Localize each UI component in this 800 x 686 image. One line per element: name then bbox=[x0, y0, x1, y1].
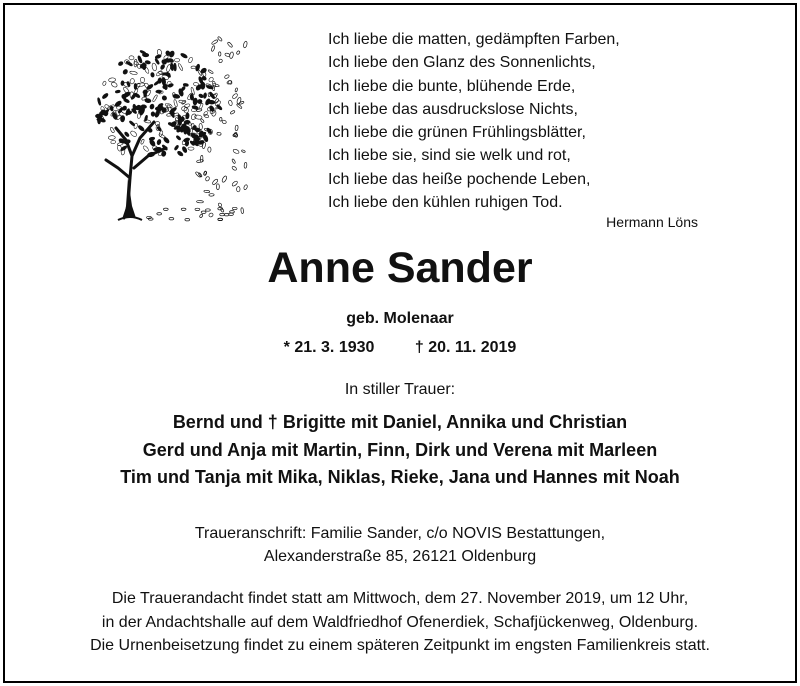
leaf bbox=[232, 207, 237, 209]
mourner-family: Gerd und Anja mit Martin, Finn, Dirk und Verena mit Marleen bbox=[142, 439, 658, 460]
leaf bbox=[236, 103, 242, 108]
leaf bbox=[102, 92, 109, 99]
leaf bbox=[177, 150, 184, 156]
leaf bbox=[195, 208, 200, 210]
leaf bbox=[231, 180, 238, 186]
leaf bbox=[203, 93, 207, 99]
leaf bbox=[151, 112, 155, 117]
poem-line: Ich liebe das ausdruckslose Nichts, bbox=[328, 100, 578, 118]
leaf bbox=[228, 100, 233, 106]
leaf bbox=[244, 162, 247, 168]
leaf bbox=[163, 136, 170, 144]
leaf bbox=[104, 104, 110, 110]
leaf bbox=[216, 104, 223, 111]
leaf bbox=[143, 145, 150, 152]
leaf bbox=[230, 211, 235, 213]
leaf bbox=[241, 208, 244, 214]
tree-icon bbox=[88, 28, 248, 224]
leaf bbox=[191, 66, 196, 69]
leaf bbox=[243, 184, 248, 190]
poem-line: Ich liebe den Glanz des Sonnenlichts, bbox=[328, 54, 596, 72]
leaf bbox=[204, 114, 209, 118]
leaf bbox=[208, 69, 214, 74]
leaf bbox=[147, 152, 155, 158]
leaf bbox=[239, 101, 244, 105]
leaf bbox=[209, 194, 214, 197]
leaf bbox=[182, 146, 188, 153]
leaf bbox=[160, 64, 166, 70]
leaf bbox=[120, 115, 125, 122]
leaf bbox=[216, 184, 219, 190]
leaf bbox=[224, 214, 229, 216]
leaf bbox=[121, 81, 125, 86]
leaf bbox=[149, 104, 154, 110]
leaf bbox=[159, 130, 164, 137]
leaf bbox=[129, 78, 135, 84]
leaf bbox=[236, 50, 240, 54]
leaf bbox=[144, 98, 151, 103]
leaf bbox=[137, 113, 142, 119]
deceased-name: Anne Sander bbox=[267, 244, 533, 292]
leaf bbox=[201, 82, 206, 89]
leaf bbox=[178, 63, 184, 71]
leaf bbox=[208, 147, 211, 152]
address-line: Traueranschrift: Familie Sander, c/o NOVIS Bestattungen, bbox=[194, 525, 606, 542]
leaf bbox=[169, 218, 174, 220]
leaf bbox=[137, 125, 145, 132]
leaf bbox=[233, 149, 240, 155]
leaf bbox=[205, 176, 210, 181]
leaf bbox=[110, 127, 115, 133]
leaf bbox=[185, 219, 190, 221]
poem bbox=[328, 28, 620, 214]
poem-line: Ich liebe die grünen Frühlingsblätter, bbox=[328, 124, 586, 142]
leaf bbox=[227, 42, 233, 48]
death-date: † 20. 11. 2019 bbox=[414, 339, 517, 356]
leaf bbox=[173, 94, 181, 99]
leaf bbox=[243, 41, 248, 48]
leaf bbox=[211, 39, 218, 45]
leaf bbox=[212, 178, 219, 185]
mourner-list bbox=[0, 409, 800, 492]
leaf bbox=[97, 97, 101, 105]
leaf bbox=[97, 118, 104, 121]
leaf bbox=[224, 74, 230, 79]
service-info bbox=[0, 587, 800, 658]
leaf bbox=[199, 123, 203, 129]
poem-line: Ich liebe die matten, gedämpften Farben, bbox=[328, 31, 620, 48]
leaf bbox=[150, 72, 154, 77]
leaf bbox=[140, 139, 144, 145]
leaf bbox=[219, 52, 221, 56]
leaf bbox=[215, 98, 220, 103]
poem-author: Hermann Löns bbox=[606, 214, 698, 230]
leaf bbox=[190, 113, 197, 120]
leaf bbox=[206, 209, 211, 211]
leaf bbox=[221, 175, 227, 183]
poem-line: Ich liebe sie, sind sie welk und rot, bbox=[328, 147, 571, 165]
leaf bbox=[213, 93, 218, 99]
leaf bbox=[218, 202, 223, 207]
leaf bbox=[235, 88, 238, 92]
leaf bbox=[197, 200, 204, 203]
leaf bbox=[156, 139, 161, 145]
leaf bbox=[220, 213, 225, 215]
leaf bbox=[144, 115, 148, 121]
leaf bbox=[188, 147, 194, 150]
leaf bbox=[166, 64, 171, 72]
leaf bbox=[229, 213, 234, 215]
leaf bbox=[176, 135, 182, 140]
leaf bbox=[117, 145, 122, 152]
leaf bbox=[241, 150, 245, 153]
leaf bbox=[181, 208, 186, 210]
leaf bbox=[231, 166, 237, 171]
leaf bbox=[134, 59, 138, 67]
leaf bbox=[161, 95, 167, 101]
leaf bbox=[204, 190, 210, 193]
leaf bbox=[115, 90, 120, 94]
leaf bbox=[152, 94, 158, 102]
leaf bbox=[230, 110, 235, 115]
leaf bbox=[118, 61, 124, 67]
leaf bbox=[155, 121, 160, 125]
leaf bbox=[184, 103, 191, 108]
leaf bbox=[220, 118, 222, 122]
leaf bbox=[102, 81, 106, 86]
leaf bbox=[232, 159, 236, 164]
poem-line: Ich liebe das heiße pochende Leben, bbox=[328, 170, 591, 188]
leaf bbox=[129, 71, 137, 76]
leaf bbox=[180, 53, 188, 59]
mourner-family: Tim und Tanja mit Mika, Niklas, Rieke, Jana und Hannes mit Noah bbox=[120, 467, 680, 487]
service-line: Die Trauerandacht findet statt am Mittwoch, dem 27. November 2019, um 12 Uhr, bbox=[111, 590, 689, 607]
poem-line: Ich liebe den kühlen ruhigen Tod. bbox=[328, 194, 563, 212]
leaf bbox=[157, 213, 162, 215]
life-dates bbox=[0, 339, 800, 357]
leaf bbox=[108, 78, 115, 83]
leaf bbox=[173, 63, 176, 71]
mourning-intro: In stiller Trauer: bbox=[344, 381, 456, 398]
leaf bbox=[207, 100, 215, 104]
leaf bbox=[232, 93, 239, 99]
address-line: Alexanderstraße 85, 26121 Oldenburg bbox=[263, 548, 537, 565]
leaf bbox=[123, 91, 131, 98]
leaf bbox=[151, 63, 157, 72]
leaf bbox=[188, 57, 193, 64]
birth-date: * 21. 3. 1930 bbox=[283, 339, 375, 356]
leaf bbox=[162, 77, 166, 85]
leaf bbox=[130, 130, 138, 138]
leaf bbox=[129, 56, 134, 60]
leaf bbox=[200, 118, 204, 123]
leaf bbox=[111, 81, 118, 88]
leaf bbox=[122, 69, 128, 75]
leaf bbox=[108, 135, 115, 139]
leaf bbox=[201, 211, 206, 213]
leaf bbox=[218, 58, 223, 63]
leaf bbox=[217, 132, 222, 135]
leaf bbox=[225, 53, 231, 57]
birth-name: geb. Molenaar bbox=[346, 310, 454, 327]
leaf bbox=[174, 145, 179, 151]
leaf bbox=[123, 98, 130, 103]
poem-line: Ich liebe die bunte, blühende Erde, bbox=[328, 77, 576, 95]
leaf bbox=[163, 208, 168, 210]
service-line: in der Andachtshalle auf dem Waldfriedhof Ofenerdiek, Schafjückenweg, Oldenburg. bbox=[101, 613, 699, 631]
leaf bbox=[211, 45, 215, 51]
leaf bbox=[235, 125, 238, 131]
service-line: Die Urnenbeisetzung findet zu einem späteren Zeitpunkt im engsten Familienkreis statt. bbox=[90, 637, 710, 654]
leaf bbox=[208, 212, 213, 217]
leaf bbox=[199, 214, 203, 218]
leaf bbox=[173, 99, 177, 107]
leaf bbox=[183, 83, 189, 87]
leaf bbox=[174, 58, 179, 62]
mourning-address bbox=[0, 522, 800, 568]
leaf bbox=[123, 86, 130, 94]
leaf bbox=[154, 110, 160, 118]
mourner-family: Bernd und † Brigitte mit Daniel, Annika und Christian bbox=[172, 412, 628, 432]
leaf bbox=[198, 93, 204, 98]
leaf bbox=[146, 83, 154, 90]
leaf bbox=[142, 53, 149, 57]
leaf bbox=[110, 140, 115, 144]
leaf bbox=[140, 77, 145, 83]
leaf bbox=[237, 187, 241, 192]
leaf bbox=[222, 120, 227, 124]
